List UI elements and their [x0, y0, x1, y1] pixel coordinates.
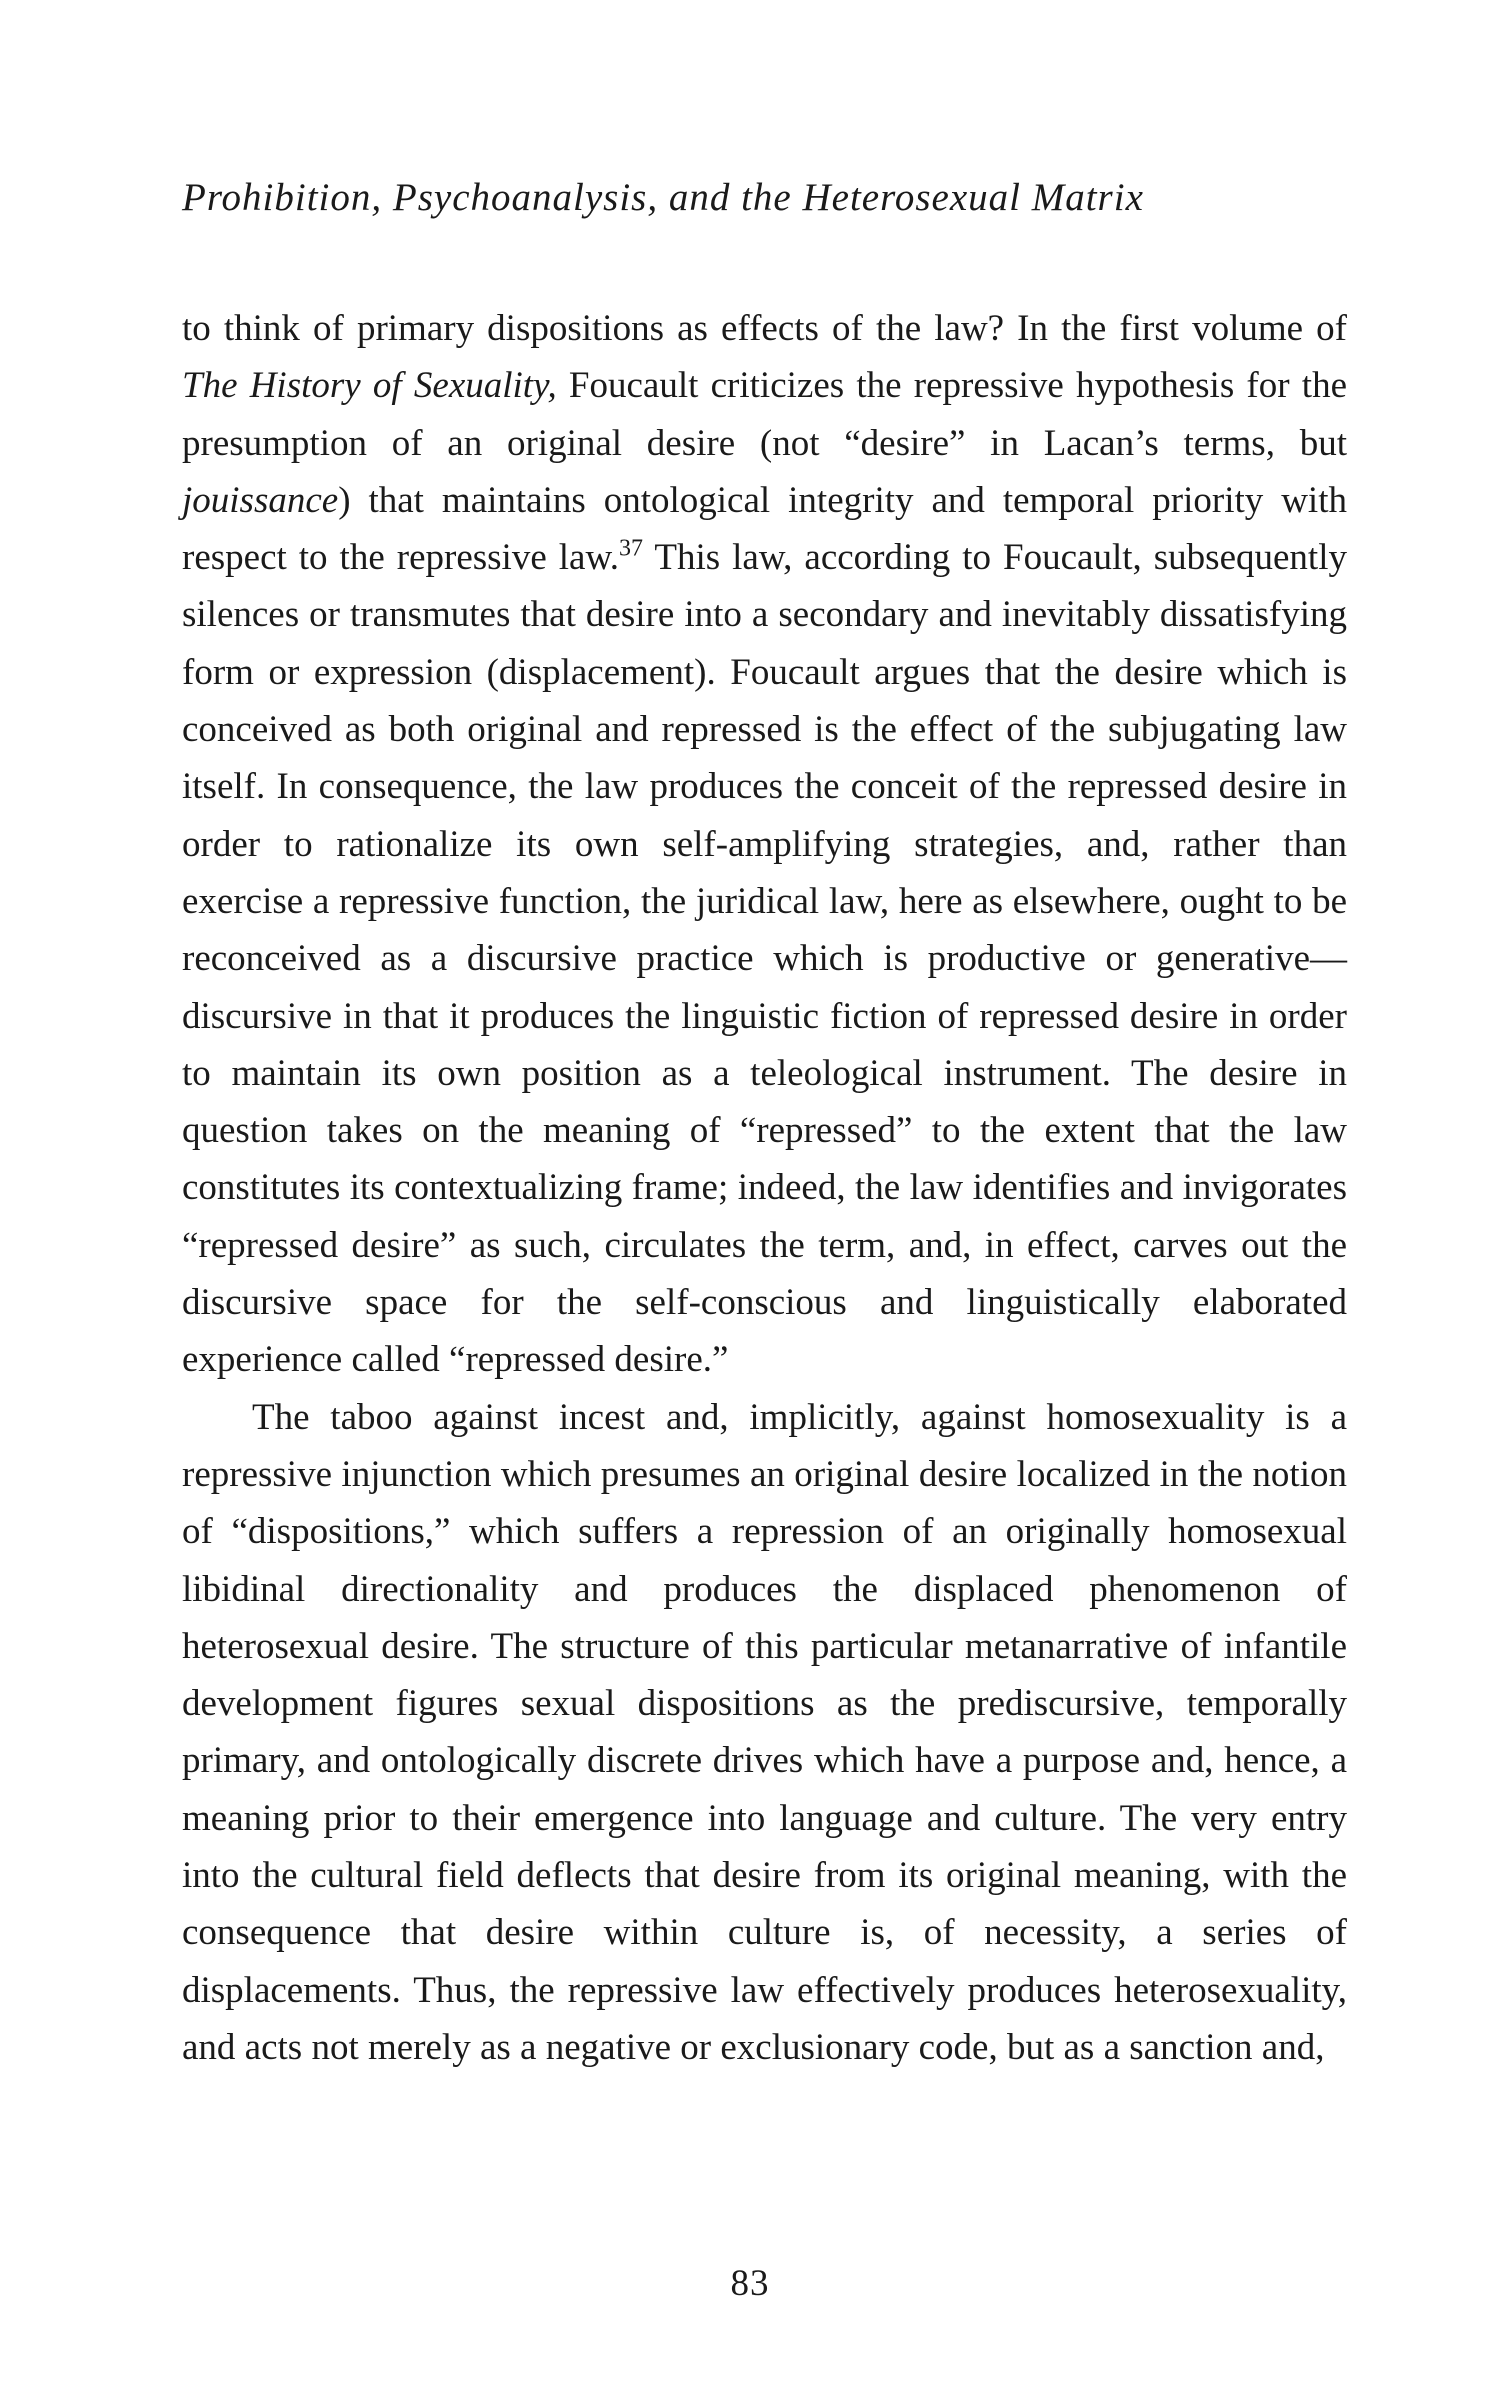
paragraph-2: The taboo against incest and, implicitly, against homosexuality is a repressive injunction which presumes an original desire localized in the notion of “dispositions,” which suffers a repression of an originally homosexual libidinal directionality and produces the displaced phenomenon of heterosexual desire. The structure of this particular metanarrative of infantile development figures sexual dispositions as the prediscursive, temporally primary, and ontologically discrete drives which have a purpose and, hence, a meaning prior to their emergence into language and culture. The very entry into the cultural field deflects that desire from its original meaning, with the consequence that desire within culture is, of necessity, a series of displacements. Thus, the repressive law effectively produces heterosexuality, and acts not merely as a negative or exclusionary code, but as a sanction and,: [182, 1396, 1347, 2068]
paragraph-1-text-c: ) that maintains ontological integrity and temporal priority with respect to the repressive law.: [182, 479, 1347, 579]
page-number: 83: [730, 2263, 770, 2304]
paragraph-1-text-a: to think of primary dispositions as effects of the law? In the first volume of: [182, 308, 1347, 349]
footnote-reference: 37: [619, 535, 644, 562]
book-title: The History of Sexuality,: [182, 365, 557, 407]
paragraph-1: [182, 300, 1347, 1389]
body-text: [182, 300, 1347, 2076]
paragraph-1-text-b: Foucault criticizes the repressive hypothesis for the presumption of an original desire (not “desire” in Lacan’s terms, but: [182, 365, 1347, 464]
running-head: Prohibition, Psychoanalysis, and the Heterosexual Matrix: [182, 176, 1144, 219]
italic-term: jouissance: [182, 479, 339, 521]
paragraph-1-text-d: This law, according to Foucault, subsequently silences or transmutes that desire into a secondary and inevitably dissatisfying form or expression (displacement). Foucault argues that the desire which is conceived as both original and repressed is the effect of the subjugating law itself. In consequence, the law produces the conceit of the repressed desire in order to rationalize its own self-amplifying strategies, and, rather than exercise a repressive function, the juridical law, here as elsewhere, ought to be reconceived as a discursive practice which is productive or generative—discursive in that it produces the linguistic fiction of repressed desire in order to maintain its own position as a teleological instrument. The desire in question takes on the meaning of “repressed” to the extent that the law constitutes its contextualizing frame; indeed, the law identifies and invigorates “repressed desire” as such, circulates the term, and, in effect, carves out the discursive space for the self-conscious and linguistically elaborated experience called “repressed desire.”: [182, 537, 1347, 1381]
